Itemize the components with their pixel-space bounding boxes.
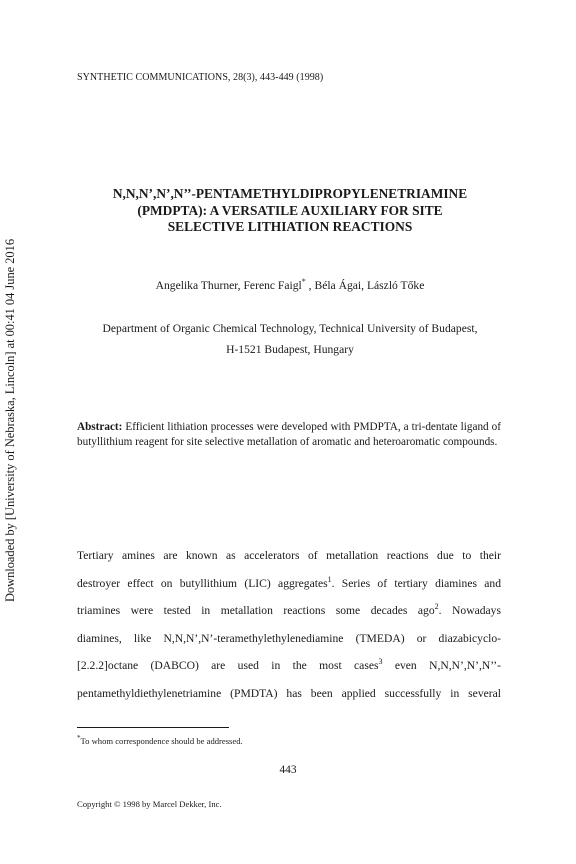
journal-header: SYNTHETIC COMMUNICATIONS, 28(3), 443-449 (1998): [77, 72, 324, 83]
title-line: (PMDPTA): A VERSATILE AUXILIARY FOR SITE: [137, 202, 443, 218]
paper-title: [60, 186, 520, 236]
body-line: [77, 597, 501, 625]
abstract: [77, 420, 501, 449]
copyright-notice: Copyright © 1998 by Marcel Dekker, Inc.: [77, 799, 222, 809]
body-line: Tertiary amines are known as accelerators of metallation reactions due to their: [77, 549, 501, 562]
download-watermark: [1, 150, 21, 690]
body-segment: even N,N,N’,N’,N’’-: [382, 659, 501, 672]
body-segment: destroyer effect on butyllithium (LIC) aggregates: [77, 576, 328, 590]
citation-ref: 1: [327, 574, 332, 584]
author-names-rest: , Béla Ágai, László Tőke: [305, 278, 425, 292]
body-line: pentamethyldiethylenetriamine (PMDTA) has been applied successfully in several: [77, 686, 501, 700]
download-watermark-text: Downloaded by [University of Nebraska, Lincoln] at 00:41 04 June 2016: [3, 238, 18, 602]
abstract-label: Abstract:: [77, 421, 123, 433]
body-line: [77, 652, 501, 680]
body-segment: . Series of tertiary diamines and: [331, 576, 501, 590]
footnote-text: To whom correspondence should be addressed.: [80, 735, 243, 746]
footnote-mark: *: [77, 734, 81, 742]
citation-ref: 2: [434, 602, 439, 612]
affiliation: [60, 318, 520, 360]
author-list: [60, 277, 520, 292]
body-line: [77, 570, 501, 598]
body-segment: [2.2.2]octane (DABCO) are used in the most cases: [77, 659, 379, 672]
body-line: diamines, like N,N,N’,N’-teramethylethylenediamine (TMEDA) or diazabicyclo-: [77, 631, 501, 645]
affiliation-line: H-1521 Budapest, Hungary: [226, 343, 354, 356]
footnote: [77, 734, 243, 746]
page-number: 443: [279, 764, 297, 776]
title-line: SELECTIVE LITHIATION REACTIONS: [167, 219, 413, 234]
footnote-divider: [77, 727, 229, 728]
title-line: N,N,N’,N’,N’’-PENTAMETHYLDIPROPYLENETRIAMINE: [112, 186, 468, 201]
body-segment: triamines were tested in metallation reactions some decades ago: [77, 604, 435, 617]
citation-ref: 3: [378, 657, 383, 667]
corresponding-author-mark: *: [301, 277, 306, 286]
author-names-first: Angelika Thurner, Ferenc Faigl: [155, 278, 302, 292]
body-segment: . Nowadays: [438, 604, 501, 617]
body-text: [77, 542, 501, 707]
abstract-text: Efficient lithiation processes were developed with PMDPTA, a tri-dentate ligand of butyllithium reagent for site selective metallation of aromatic and heteroaromatic compounds.: [77, 421, 501, 448]
affiliation-line: Department of Organic Chemical Technology, Technical University of Budapest,: [102, 322, 478, 335]
